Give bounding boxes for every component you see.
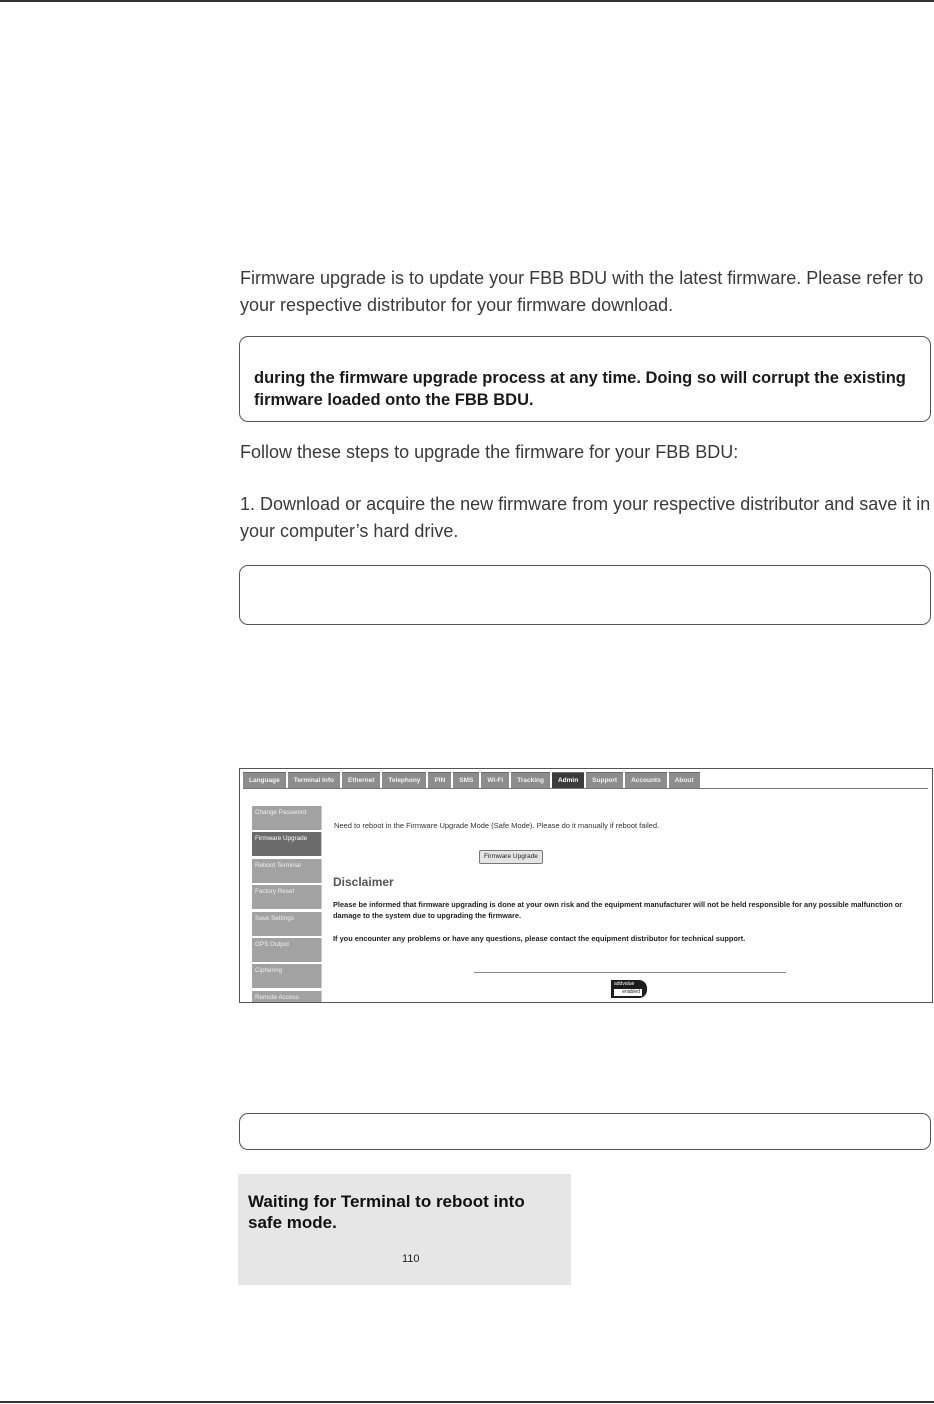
logo-text-top: addvalue [614,981,635,987]
reboot-message: Need to reboot in the Firmware Upgrade Mode (Safe Mode). Please do it manually if reboot failed. [334,821,660,830]
sidebar-item-gps-output[interactable]: GPS Output [252,938,322,962]
admin-sidebar [252,806,322,1003]
tab-terminal-info[interactable]: Terminal Info [288,772,340,789]
tab-telephony[interactable]: Telephony [382,772,426,789]
tab-accounts[interactable]: Accounts [625,772,667,789]
tab-ethernet[interactable]: Ethernet [342,772,380,789]
tab-tracking[interactable]: Tracking [511,772,550,789]
steps-intro: Follow these steps to upgrade the firmware for your FBB BDU: [240,442,739,462]
intro-paragraph: Firmware upgrade is to update your FBB BDU with the latest firmware. Please refer to your respective distributor for your firmware download. [240,268,924,315]
caution-text: during the firmware upgrade process at any time. Doing so will corrupt the existing firmware loaded onto the FBB BDU. [254,369,906,409]
countdown-value: 110 [402,1253,420,1265]
firmware-upgrade-button[interactable]: Firmware Upgrade [479,850,543,864]
sidebar-item-ciphering[interactable]: Ciphering [252,964,322,988]
addvalue-enabled-logo [611,980,647,998]
note-box [239,565,931,625]
top-rule [0,0,934,2]
tab-pin[interactable]: PIN [428,772,451,789]
footer-divider [474,972,786,973]
sidebar-item-reboot-terminal[interactable]: Reboot Terminal [252,859,322,883]
tab-sms[interactable]: SMS [453,772,479,789]
waiting-title: Waiting for Terminal to reboot into safe mode. [248,1192,525,1232]
step-1: 1. Download or acquire the new firmware from your respective distributor and save it in your computer’s hard drive. [240,494,931,541]
caution-box [239,336,931,422]
tab-wifi[interactable]: Wi-Fi [481,772,509,789]
bottom-rule [0,1401,934,1403]
tab-about[interactable]: About [669,772,700,789]
sidebar-item-save-settings[interactable]: Save Settings [252,912,322,936]
logo-text-bottom: enabled [614,989,642,996]
disclaimer-title: Disclaimer [333,875,394,889]
disclaimer-paragraph-2: If you encounter any problems or have any questions, please contact the equipment distributor for technical support. [333,934,746,943]
sidebar-item-firmware-upgrade[interactable]: Firmware Upgrade [252,832,322,856]
tab-bar [243,772,700,788]
waiting-panel [238,1174,571,1285]
note-box-2 [239,1113,931,1150]
sidebar-item-remote-access[interactable]: Remote Access [252,991,322,1003]
tab-admin[interactable]: Admin [552,772,584,789]
tab-support[interactable]: Support [586,772,623,789]
admin-page-screenshot [239,768,933,1003]
tab-divider [243,788,928,789]
sidebar-item-factory-reset[interactable]: Factory Reset [252,885,322,909]
disclaimer-paragraph-1: Please be informed that firmware upgrading is done at your own risk and the equipment manufacturer will not be held responsible for any possible malfunction or damage to the system due to upgrading the firmware. [333,900,903,920]
sidebar-item-change-password[interactable]: Change Password [252,806,322,830]
tab-language[interactable]: Language [243,772,286,789]
